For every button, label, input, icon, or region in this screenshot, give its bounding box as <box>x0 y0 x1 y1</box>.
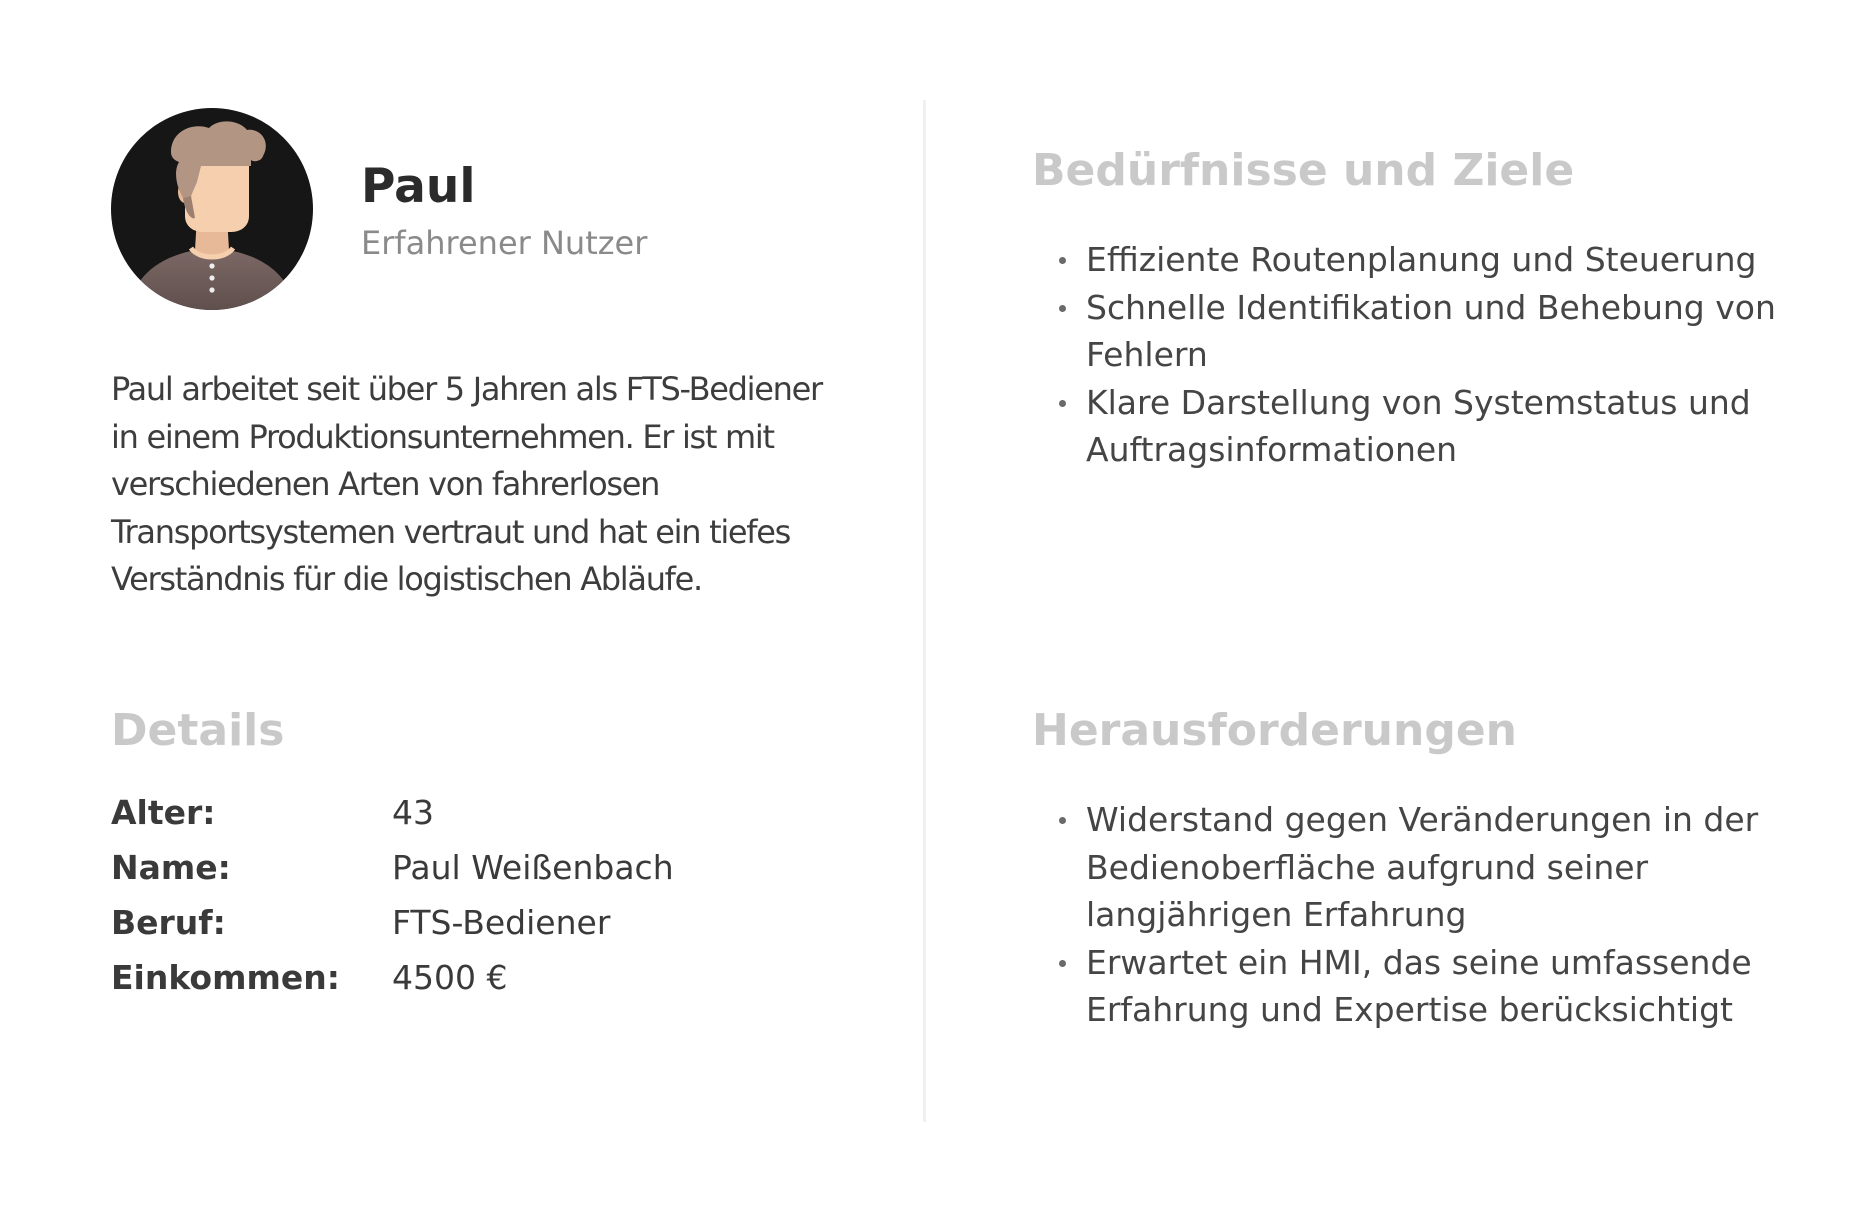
details-row-job <box>111 895 674 950</box>
persona-avatar <box>111 108 313 310</box>
list-item: Schnelle Identifikation und Behebung von Fehlern <box>1086 284 1826 379</box>
persona-name: Paul <box>361 159 476 214</box>
details-row-name <box>111 840 674 895</box>
detail-value: FTS-Bediener <box>392 903 611 942</box>
challenges-list <box>1058 796 1826 1034</box>
persona-bio: Paul arbeitet seit über 5 Jahren als FTS-Bediener in einem Produktionsunternehmen. Er ist mit verschiedenen Arten von fahrerlosen Transportsystemen vertraut und hat ein tiefes Verständnis für die logistischen Abläufe. <box>111 370 822 598</box>
details-heading: Details <box>111 705 285 756</box>
list-item: Klare Darstellung von Systemstatus und Auftragsinformationen <box>1086 379 1826 474</box>
needs-list <box>1058 236 1826 474</box>
list-item: Erwartet ein HMI, das seine umfassende Erfahrung und Expertise berücksichtigt <box>1086 939 1826 1034</box>
list-item: Widerstand gegen Veränderungen in der Bedienoberfläche aufgrund seiner langjährigen Erfahrung <box>1086 796 1826 939</box>
detail-value: Paul Weißenbach <box>392 848 674 887</box>
challenges-heading: Herausforderungen <box>1032 705 1517 756</box>
details-row-income <box>111 950 674 1005</box>
detail-label: Name: <box>111 848 231 887</box>
detail-value: 4500 € <box>392 958 508 997</box>
persona-role: Erfahrener Nutzer <box>361 224 648 262</box>
person-avatar-icon <box>111 108 313 310</box>
details-table <box>111 785 674 1005</box>
detail-label: Beruf: <box>111 903 226 942</box>
details-row-age <box>111 785 674 840</box>
detail-value: 43 <box>392 793 434 832</box>
column-divider <box>923 100 926 1122</box>
detail-label: Alter: <box>111 793 216 832</box>
detail-label: Einkommen: <box>111 958 340 997</box>
list-item: Effiziente Routenplanung und Steuerung <box>1086 236 1826 284</box>
needs-heading: Bedürfnisse und Ziele <box>1032 145 1575 196</box>
